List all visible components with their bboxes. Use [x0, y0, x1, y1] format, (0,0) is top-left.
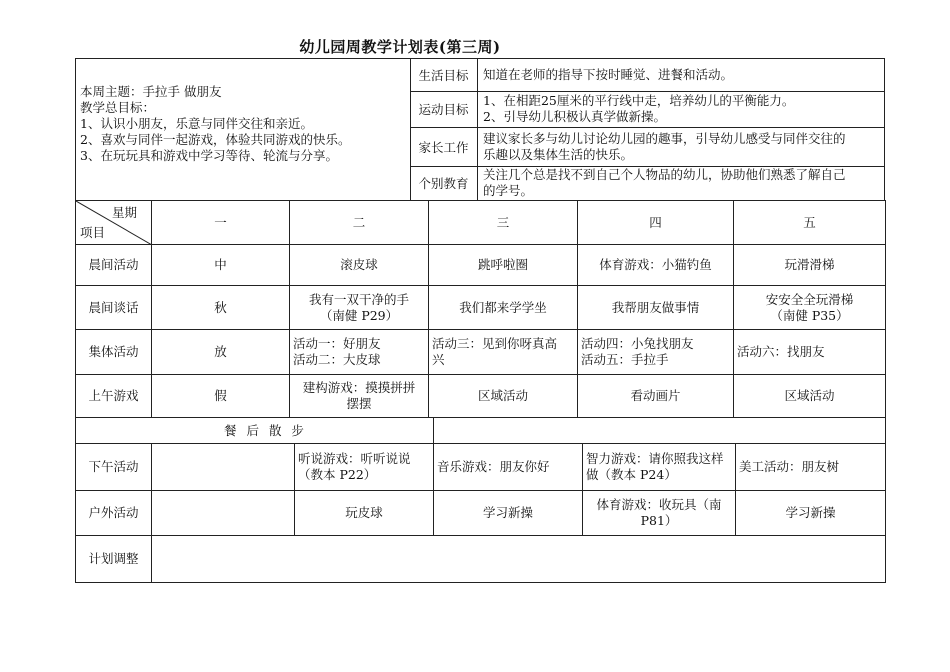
parent-work-text [483, 127, 880, 166]
afternoon-table [75, 417, 886, 583]
row-label: 集体活动 [76, 330, 152, 375]
row-label: 晨间活动 [76, 245, 152, 286]
table-row [76, 330, 886, 375]
goal-line: 2、引导幼儿积极认真学做新操。 [483, 109, 666, 124]
parent-work-label: 家长工作 [418, 139, 469, 155]
day-header: 一 [152, 201, 290, 245]
day-header: 二 [290, 201, 429, 245]
schedule-cell: 活动一：好朋友 活动二：大皮球 [290, 330, 429, 375]
row-label: 计划调整 [76, 536, 152, 583]
goal-line: 的学号。 [483, 183, 534, 198]
schedule-cell: 建构游戏：摸摸拼拼 摆摆 [290, 375, 429, 418]
table-row [76, 536, 886, 583]
lunch-walk-label: 餐 后 散 步 [76, 418, 434, 444]
schedule-cell: 看动画片 [578, 375, 734, 418]
schedule-cell: 活动三：见到你呀真高 兴 [429, 330, 578, 375]
schedule-cell: 滚皮球 [290, 245, 429, 286]
schedule-cell: 体育游戏：小猫钓鱼 [578, 245, 734, 286]
schedule-cell: 学习新操 [434, 491, 583, 536]
goal-line: 乐趣以及集体生活的快乐。 [483, 146, 634, 162]
schedule-cell: 活动四：小兔找朋友 活动五：手拉手 [578, 330, 734, 375]
sport-goal-label: 运动目标 [418, 102, 469, 117]
schedule-cell: 我有一双干净的手 （南健 P29） [290, 286, 429, 330]
lunch-walk-blank [434, 418, 886, 444]
day-header: 三 [429, 201, 578, 245]
weekly-summary [80, 84, 350, 164]
weekly-theme: 本周主题：手拉手 做朋友 [80, 84, 222, 99]
plan-adjust-cell [152, 536, 886, 583]
schedule-cell: 跳呼啦圈 [429, 245, 578, 286]
life-goal-label: 生活目标 [418, 68, 469, 83]
schedule-cell: 体育游戏：收玩具（南 P81） [583, 491, 736, 536]
schedule-cell: 放 [152, 330, 290, 375]
schedule-table [75, 200, 886, 418]
schedule-cell: 我们都来学学坐 [429, 286, 578, 330]
schedule-cell: 假 [152, 375, 290, 418]
row-label: 上午游戏 [76, 375, 152, 418]
day-header: 四 [578, 201, 734, 245]
column-divider [477, 59, 478, 200]
row-label: 户外活动 [76, 491, 152, 536]
row-label: 晨间谈话 [76, 286, 152, 330]
goal-item: 3、在玩玩具和游戏中学习等待、轮流与分享。 [80, 148, 338, 163]
corner-header [76, 201, 152, 245]
goal-line: 关注几个总是找不到自己个人物品的幼儿，协助他们熟悉了解自己 [483, 167, 846, 182]
goal-item: 1、认识小朋友，乐意与同伴交往和亲近。 [80, 116, 313, 131]
goal-item: 2、喜欢与同伴一起游戏，体验共同游戏的快乐。 [80, 132, 351, 147]
schedule-cell: 音乐游戏：朋友你好 [434, 444, 583, 491]
table-row [76, 491, 886, 536]
individual-edu-text [483, 166, 880, 200]
schedule-cell: 安安全全玩滑梯 （南健 P35） [734, 286, 886, 330]
goal-line: 建议家长多与幼儿讨论幼儿园的趣事，引导幼儿感受与同伴交往的 [483, 130, 846, 146]
goal-line: 知道在老师的指导下按时睡觉、进餐和活动。 [483, 67, 734, 82]
page-title: 幼儿园周教学计划表(第三周) [299, 38, 501, 56]
row-label: 下午活动 [76, 444, 152, 491]
schedule-cell: 学习新操 [736, 491, 886, 536]
blank-cell [152, 444, 295, 491]
schedule-cell: 智力游戏：请你照我这样 做（教本 P24） [583, 444, 736, 491]
schedule-cell: 美工活动：朋友树 [736, 444, 886, 491]
blank-cell [152, 491, 295, 536]
schedule-cell: 区域活动 [429, 375, 578, 418]
table-row [76, 286, 886, 330]
weekly-goals-panel [75, 58, 885, 201]
corner-item-label: 项目 [80, 225, 106, 240]
schedule-cell: 秋 [152, 286, 290, 330]
schedule-cell: 我帮朋友做事情 [578, 286, 734, 330]
day-header: 五 [734, 201, 886, 245]
life-goal-text [483, 59, 880, 91]
table-row [76, 245, 886, 286]
lunch-walk-row [76, 418, 886, 444]
goals-heading: 教学总目标： [80, 100, 156, 115]
schedule-cell: 听说游戏：听听说说 （教本 P22） [295, 444, 434, 491]
schedule-cell: 中 [152, 245, 290, 286]
table-row [76, 444, 886, 491]
corner-day-label: 星期 [111, 205, 137, 220]
goal-line: 1、在相距25厘米的平行线中走，培养幼儿的平衡能力。 [483, 93, 795, 108]
header-row [76, 201, 886, 245]
schedule-cell: 区域活动 [734, 375, 886, 418]
schedule-cell: 活动六：找朋友 [734, 330, 886, 375]
sport-goal-text [483, 91, 880, 127]
individual-edu-label: 个别教育 [418, 176, 469, 191]
table-row [76, 375, 886, 418]
schedule-cell: 玩滑滑梯 [734, 245, 886, 286]
schedule-cell: 玩皮球 [295, 491, 434, 536]
